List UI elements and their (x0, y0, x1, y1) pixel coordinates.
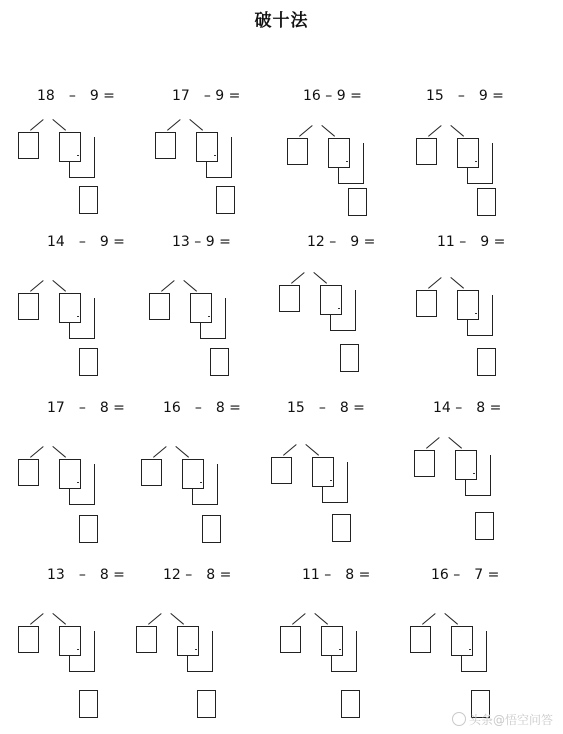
split-line-left (422, 613, 436, 625)
split-line-left (30, 446, 44, 458)
answer-box-result[interactable] (202, 515, 221, 543)
bracket-line (187, 656, 188, 672)
answer-box-ten[interactable] (320, 285, 342, 315)
split-line-right (313, 272, 327, 284)
bracket-line (69, 656, 70, 672)
split-line-right (52, 446, 66, 458)
answer-box-ones[interactable] (155, 132, 176, 159)
bracket-line (486, 631, 487, 672)
answer-box-result[interactable] (332, 514, 351, 542)
answer-box-ten[interactable] (59, 293, 81, 323)
equation: 13 – 8 = (47, 567, 125, 583)
bracket-line (465, 495, 491, 496)
equation: 18 – 9 = (37, 88, 115, 104)
bracket-line (331, 671, 357, 672)
split-line-left (30, 119, 44, 131)
answer-box-ten[interactable] (196, 132, 218, 162)
answer-box-ones[interactable] (279, 285, 300, 312)
answer-box-result[interactable] (341, 690, 360, 718)
toutiao-logo-icon (452, 712, 466, 726)
worksheet-title: 破十法 (254, 11, 309, 31)
answer-box-result[interactable] (475, 512, 494, 540)
answer-box-ten[interactable] (59, 459, 81, 489)
bracket-line (206, 177, 232, 178)
bracket-line (94, 137, 95, 178)
answer-box-ones[interactable] (287, 138, 308, 165)
answer-box-ones[interactable] (416, 290, 437, 317)
bracket-line (69, 671, 95, 672)
box-mark (475, 161, 477, 162)
bracket-line (217, 464, 218, 505)
bracket-line (225, 298, 226, 339)
bracket-line (69, 489, 70, 505)
split-line-left (299, 125, 313, 137)
answer-box-result[interactable] (340, 344, 359, 372)
bracket-line (212, 631, 213, 672)
split-line-right (305, 444, 319, 456)
bracket-line (94, 631, 95, 672)
answer-box-ones[interactable] (410, 626, 431, 653)
bracket-line (461, 656, 462, 672)
answer-box-ten[interactable] (457, 138, 479, 168)
answer-box-ten[interactable] (451, 626, 473, 656)
split-line-left (283, 444, 297, 456)
bracket-line (322, 502, 348, 503)
box-mark (77, 155, 79, 156)
split-line-left (148, 613, 162, 625)
bracket-line (465, 480, 466, 496)
answer-box-ten[interactable] (455, 450, 477, 480)
box-mark (338, 308, 340, 309)
split-line-right (450, 125, 464, 137)
answer-box-ten[interactable] (182, 459, 204, 489)
bracket-line (192, 489, 193, 505)
equation: 11 – 9 = (437, 234, 506, 250)
answer-box-ones[interactable] (280, 626, 301, 653)
bracket-line (338, 183, 364, 184)
bracket-line (94, 298, 95, 339)
split-line-left (153, 446, 167, 458)
equation: 12 – 9 = (307, 234, 376, 250)
answer-box-result[interactable] (477, 348, 496, 376)
bracket-line (200, 323, 201, 339)
answer-box-result[interactable] (79, 348, 98, 376)
bracket-line (356, 631, 357, 672)
bracket-line (492, 143, 493, 184)
split-line-right (314, 613, 328, 625)
equation: 13 – 9 = (172, 234, 231, 250)
answer-box-result[interactable] (477, 188, 496, 216)
answer-box-ten[interactable] (328, 138, 350, 168)
bracket-line (187, 671, 213, 672)
split-line-left (292, 613, 306, 625)
bracket-line (69, 162, 70, 178)
answer-box-ones[interactable] (414, 450, 435, 477)
answer-box-result[interactable] (79, 690, 98, 718)
answer-box-ones[interactable] (149, 293, 170, 320)
answer-box-result[interactable] (210, 348, 229, 376)
equation: 11 – 8 = (302, 567, 371, 583)
answer-box-ten[interactable] (177, 626, 199, 656)
split-line-right (170, 613, 184, 625)
split-line-right (183, 280, 197, 292)
bracket-line (355, 290, 356, 331)
bracket-line (192, 504, 218, 505)
split-line-right (52, 119, 66, 131)
answer-box-result[interactable] (216, 186, 235, 214)
bracket-line (69, 323, 70, 339)
split-line-left (161, 280, 175, 292)
box-mark (214, 155, 216, 156)
answer-box-ten[interactable] (59, 626, 81, 656)
equation: 16 – 7 = (431, 567, 500, 583)
box-mark (200, 482, 202, 483)
split-line-left (167, 119, 181, 131)
answer-box-result[interactable] (79, 515, 98, 543)
equation: 15 – 9 = (426, 88, 504, 104)
split-line-left (428, 125, 442, 137)
split-line-left (426, 437, 440, 449)
answer-box-ones[interactable] (416, 138, 437, 165)
bracket-line (492, 295, 493, 336)
box-mark (346, 161, 348, 162)
equation: 17 – 8 = (47, 400, 125, 416)
split-line-left (30, 280, 44, 292)
box-mark (77, 482, 79, 483)
split-line-right (444, 613, 458, 625)
box-mark (77, 649, 79, 650)
answer-box-result[interactable] (79, 186, 98, 214)
answer-box-ones[interactable] (18, 293, 39, 320)
answer-box-ones[interactable] (18, 626, 39, 653)
answer-box-ones[interactable] (271, 457, 292, 484)
split-line-right (448, 437, 462, 449)
bracket-line (200, 338, 226, 339)
answer-box-result[interactable] (348, 188, 367, 216)
bracket-line (363, 143, 364, 184)
bracket-line (330, 330, 356, 331)
bracket-line (347, 462, 348, 503)
split-line-right (189, 119, 203, 131)
equation: 14 – 8 = (433, 400, 502, 416)
box-mark (473, 473, 475, 474)
box-mark (195, 649, 197, 650)
answer-box-ones[interactable] (136, 626, 157, 653)
answer-box-ones[interactable] (18, 132, 39, 159)
split-line-left (291, 272, 305, 284)
bracket-line (322, 487, 323, 503)
box-mark (208, 316, 210, 317)
equation: 17 – 9 = (172, 88, 241, 104)
equation: 15 – 8 = (287, 400, 365, 416)
answer-box-ones[interactable] (18, 459, 39, 486)
split-line-right (52, 280, 66, 292)
answer-box-ten[interactable] (190, 293, 212, 323)
split-line-left (30, 613, 44, 625)
answer-box-ones[interactable] (141, 459, 162, 486)
watermark (452, 711, 553, 728)
answer-box-ten[interactable] (321, 626, 343, 656)
bracket-line (467, 168, 468, 184)
box-mark (475, 313, 477, 314)
bracket-line (69, 338, 95, 339)
bracket-line (330, 315, 331, 331)
bracket-line (206, 162, 207, 178)
bracket-line (467, 320, 468, 336)
watermark-text: 头条@悟空问答 (468, 713, 553, 727)
bracket-line (331, 656, 332, 672)
equation: 12 – 8 = (163, 567, 232, 583)
split-line-right (450, 277, 464, 289)
answer-box-result[interactable] (197, 690, 216, 718)
split-line-left (428, 277, 442, 289)
equation: 14 – 9 = (47, 234, 125, 250)
answer-box-ten[interactable] (312, 457, 334, 487)
bracket-line (467, 335, 493, 336)
bracket-line (461, 671, 487, 672)
bracket-line (69, 504, 95, 505)
bracket-line (490, 455, 491, 496)
equation: 16 – 9 = (303, 88, 362, 104)
box-mark (77, 316, 79, 317)
box-mark (339, 649, 341, 650)
answer-box-ten[interactable] (59, 132, 81, 162)
bracket-line (338, 168, 339, 184)
split-line-right (321, 125, 335, 137)
bracket-line (231, 137, 232, 178)
box-mark (469, 649, 471, 650)
bracket-line (69, 177, 95, 178)
equation: 16 – 8 = (163, 400, 241, 416)
box-mark (330, 480, 332, 481)
bracket-line (94, 464, 95, 505)
split-line-right (52, 613, 66, 625)
answer-box-ten[interactable] (457, 290, 479, 320)
split-line-right (175, 446, 189, 458)
bracket-line (467, 183, 493, 184)
